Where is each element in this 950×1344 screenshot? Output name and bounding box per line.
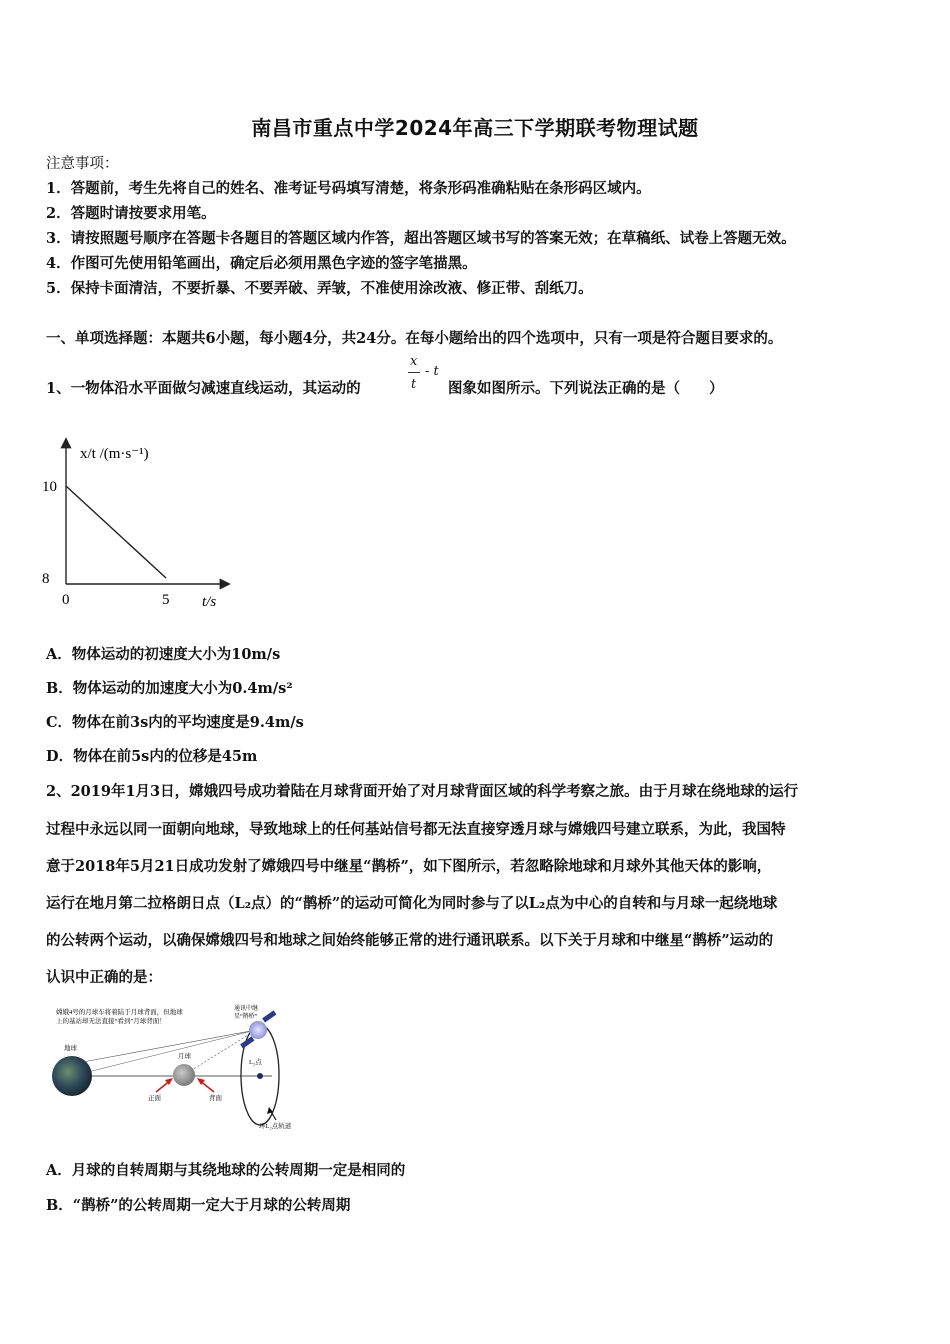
relay-label: 星“鹊桥”: [234, 1014, 258, 1020]
q1-frac-bar: [408, 372, 420, 373]
q2-stem-line: 过程中永远以同一面朝向地球，导致地球上的任何基站信号都无法直接穿透月球与嫦娥四号建立联系，为此，我国特: [46, 821, 786, 838]
relay-label: 通讯中继: [234, 1006, 259, 1012]
q1-option-b: B．物体运动的加速度大小为0.4m/s²: [46, 680, 293, 697]
y-tick-label: 10: [42, 479, 57, 495]
q1-frac-tail: - t: [425, 364, 439, 379]
page-title: 南昌市重点中学2024年高三下学期联考物理试题: [251, 116, 699, 140]
orbit-label: 环L₂点轨道: [259, 1123, 292, 1130]
relay-satellite-icon: [249, 1021, 267, 1039]
q2-stem-line: 认识中正确的是：: [46, 969, 162, 986]
x-axis-label: t/s: [202, 594, 217, 610]
note-item: 3．请按照题号顺序在答题卡各题目的答题区域内作答，超出答题区域书写的答案无效；在草稿纸、试卷上答题无效。: [46, 230, 796, 247]
q2-figure: [44, 1000, 314, 1135]
q2-stem-line: 运行在地月第二拉格朗日点（L₂点）的“鹊桥”的运动可简化为同时参与了以L₂点为中心的自转和与月球一起绕地球: [46, 895, 778, 912]
figure-caption: 上的基站却无法直接“看到”月球背面！: [56, 1018, 166, 1025]
q1-frac-denominator: t: [411, 377, 417, 392]
l2-point-icon: [257, 1073, 263, 1079]
l2-label: L₂点: [249, 1059, 262, 1066]
q1-frac-numerator: x: [410, 354, 418, 369]
q1-option-a: A．物体运动的初速度大小为10m/s: [46, 646, 281, 663]
q1-option-c: C．物体在前3s内的平均速度是9.4m/s: [46, 714, 304, 731]
q2-option-b: B．“鹊桥”的公转周期一定大于月球的公转周期: [46, 1197, 351, 1214]
q1-chart: [30, 430, 240, 615]
x-tick-label: 5: [162, 592, 170, 608]
x-tick-label: 0: [62, 592, 70, 608]
section-heading: 一、单项选择题：本题共6小题，每小题4分，共24分。在每小题给出的四个选项中，只有一项是符合题目要求的。: [46, 330, 783, 347]
notes-heading: 注意事项：: [46, 156, 119, 172]
note-item: 5．保持卡面清洁，不要折暴、不要弄破、弄皱，不准使用涂改液、修正带、刮纸刀。: [46, 280, 593, 297]
q2-option-a: A．月球的自转周期与其绕地球的公转周期一定是相同的: [46, 1162, 406, 1179]
q1-stem-before: 1、一物体沿水平面做匀减速直线运动，其运动的: [46, 380, 361, 397]
q2-stem-line: 2、2019年1月3日，嫦娥四号成功着陆在月球背面开始了对月球背面区域的科学考察之旅。由于月球在绕地球的运行: [46, 783, 799, 800]
back-label: 背面: [209, 1095, 222, 1102]
moon-icon: [173, 1064, 195, 1086]
y-tick-label: 8: [42, 571, 50, 587]
note-item: 1．答题前，考生先将自己的姓名、准考证号码填写清楚，将条形码准确粘贴在条形码区域内。: [46, 180, 651, 197]
earth-icon: [52, 1056, 92, 1096]
note-item: 2．答题时请按要求用笔。: [46, 205, 216, 222]
moon-label: 月球: [178, 1053, 191, 1060]
series-line: [66, 486, 166, 578]
q1-stem-after: 图象如图所示。下列说法正确的是（ ）: [448, 380, 724, 397]
figure-caption: 嫦娥4号的月球车将着陆于月球背面，但地球: [56, 1009, 183, 1016]
q1-option-d: D．物体在前5s内的位移是45m: [46, 748, 258, 765]
note-item: 4．作图可先使用铅笔画出，确定后必须用黑色字迹的签字笔描黑。: [46, 255, 477, 272]
y-axis-label: x/t /(m·s⁻¹): [80, 446, 149, 462]
q2-stem-line: 意于2018年5月21日成功发射了嫦娥四号中继星“鹊桥”，如下图所示，若忽略除地球和月球外其他天体的影响，: [46, 858, 772, 875]
q2-stem-line: 的公转两个运动，以确保嫦娥四号和地球之间始终能够正常的进行通讯联系。以下关于月球和中继星“鹊桥”运动的: [46, 932, 774, 949]
front-label: 正面: [148, 1095, 161, 1102]
earth-label: 地球: [64, 1045, 77, 1052]
